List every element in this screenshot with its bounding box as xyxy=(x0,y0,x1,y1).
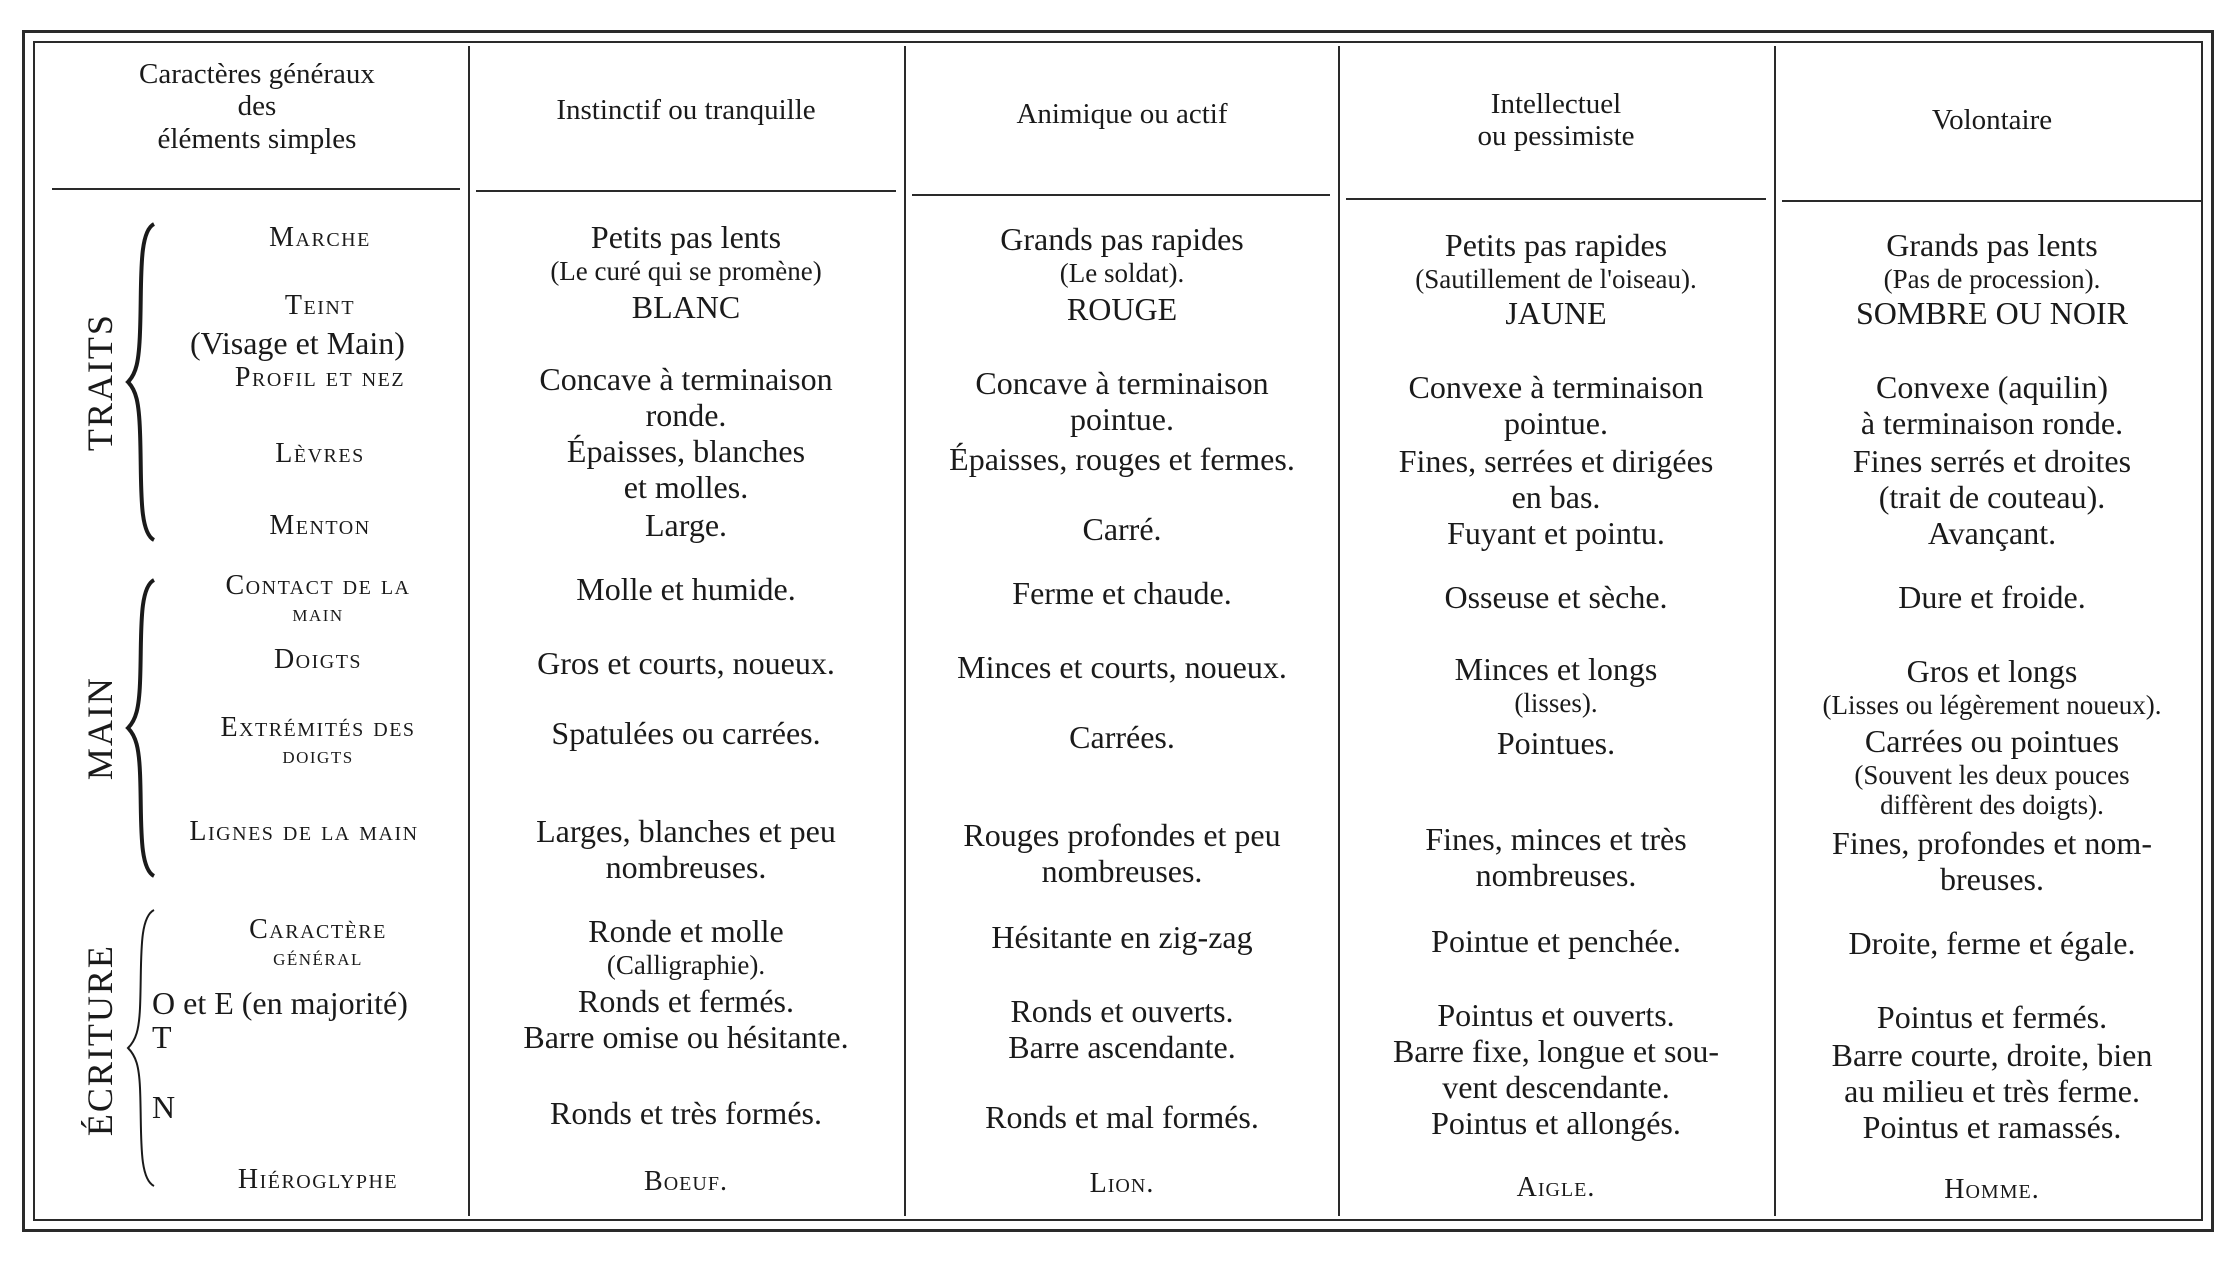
header-intellectuel xyxy=(1340,88,1772,153)
col3-levres-line: en bas. xyxy=(1511,478,1601,515)
col4-caractere: Droite, ferme et égale. xyxy=(1848,925,2136,961)
col4-doigts xyxy=(1776,654,2208,720)
col4-doigts-line: (Lisses ou légèrement noueux). xyxy=(1822,689,2162,720)
col4-t-line: Barre courte, droite, bien xyxy=(1831,1037,2153,1073)
label-n: N xyxy=(152,1089,176,1125)
col3-levres xyxy=(1340,444,1772,516)
col2-doigts: Minces et courts, noueux. xyxy=(957,649,1287,685)
label-caractere xyxy=(180,914,456,972)
label-teint-sub: (Visage et Main) xyxy=(190,325,405,361)
col4-lignes xyxy=(1776,826,2208,898)
header-general-line: Caractères généraux xyxy=(139,58,375,90)
header-general-line: des xyxy=(237,90,277,123)
header-rule xyxy=(1346,198,1766,200)
col4-profil xyxy=(1776,370,2208,442)
col4-profil-line: Convexe (aquilin) xyxy=(1876,369,2108,405)
col3-menton: Fuyant et pointu. xyxy=(1447,515,1665,551)
col2-marche-line: (Le soldat). xyxy=(1059,257,1185,288)
col1-lignes-line: nombreuses. xyxy=(605,848,767,885)
col4-n: Pointus et ramassés. xyxy=(1862,1109,2122,1145)
col3-t xyxy=(1340,1034,1772,1106)
col3-n: Pointus et allongés. xyxy=(1431,1105,1681,1141)
col3-levres-line: Fines, serrées et dirigées xyxy=(1398,443,1714,479)
col2-t: Barre ascendante. xyxy=(1008,1029,1236,1065)
col3-profil xyxy=(1340,370,1772,442)
col2-lignes-line: Rouges profondes et peu xyxy=(963,817,1281,853)
label-extremites-line: doigts xyxy=(282,743,354,770)
col1-marche xyxy=(470,220,902,286)
col4-hieroglyphe: Homme. xyxy=(1944,1174,2040,1205)
col4-teint: SOMBRE OU NOIR xyxy=(1855,295,2129,331)
col3-contact: Osseuse et sèche. xyxy=(1444,579,1668,615)
col1-caractere xyxy=(470,914,902,980)
col2-profil-line: Concave à terminaison xyxy=(975,365,1269,401)
col3-doigts-line: (lisses). xyxy=(1514,687,1598,718)
col2-levres: Épaisses, rouges et fermes. xyxy=(949,441,1295,477)
header-intellectuel-line: ou pessimiste xyxy=(1477,120,1635,153)
col3-lignes-line: Fines, minces et très xyxy=(1425,821,1687,857)
header-instinctif: Instinctif ou tranquille xyxy=(556,94,816,126)
col2-marche-line: Grands pas rapides xyxy=(1000,221,1244,257)
header-intellectuel-line: Intellectuel xyxy=(1490,88,1622,120)
col1-caractere-line: Ronde et molle xyxy=(588,913,784,949)
col1-levres-line: Épaisses, blanches xyxy=(566,433,806,469)
col1-profil xyxy=(470,362,902,434)
label-hieroglyphe: Hiéroglyphe xyxy=(237,1164,399,1195)
col1-n: Ronds et très formés. xyxy=(550,1095,822,1131)
col4-marche-line: Grands pas lents xyxy=(1886,227,2098,263)
col1-contact: Molle et humide. xyxy=(576,571,796,607)
header-rule xyxy=(52,188,460,190)
col1-marche-line: (Le curé qui se promène) xyxy=(550,255,822,286)
label-marche: Marche xyxy=(269,222,371,253)
label-lignes: Lignes de la main xyxy=(189,816,419,847)
col4-t xyxy=(1776,1038,2208,1110)
col4-lignes-line: Fines, profondes et nom- xyxy=(1832,825,2152,861)
col3-extremites: Pointues. xyxy=(1496,725,1616,761)
group-main: MAIN xyxy=(79,676,120,781)
col2-teint: ROUGE xyxy=(1066,291,1178,327)
col1-t: Barre omise ou hésitante. xyxy=(523,1019,849,1055)
col1-levres-line: et molles. xyxy=(623,468,749,505)
col1-doigts: Gros et courts, noueux. xyxy=(537,645,835,681)
col1-lignes-line: Larges, blanches et peu xyxy=(536,813,836,849)
col4-levres-line: (trait de couteau). xyxy=(1878,478,2106,515)
col3-oe: Pointus et ouverts. xyxy=(1437,997,1675,1033)
col2-profil xyxy=(906,366,1338,438)
col3-profil-line: Convexe à terminaison xyxy=(1408,369,1704,405)
col2-caractere: Hésitante en zig-zag xyxy=(991,919,1253,955)
col4-extremites-line: (Souvent les deux pouces xyxy=(1854,759,2130,790)
label-caractere-line: général xyxy=(273,945,363,972)
col2-lignes-line: nombreuses. xyxy=(1041,852,1203,889)
label-teint: Teint xyxy=(284,290,356,321)
col3-doigts-line: Minces et longs xyxy=(1454,651,1658,687)
label-contact-line: Contact de la xyxy=(225,570,411,601)
col2-n: Ronds et mal formés. xyxy=(985,1099,1259,1135)
col3-lignes-line: nombreuses. xyxy=(1475,856,1637,893)
col4-contact: Dure et froide. xyxy=(1898,579,2086,615)
col4-doigts-line: Gros et longs xyxy=(1906,653,2078,689)
col4-levres xyxy=(1776,444,2208,516)
col2-contact: Ferme et chaude. xyxy=(1012,575,1232,611)
col4-menton: Avançant. xyxy=(1927,515,2057,551)
label-extremites-line: Extrémités des xyxy=(220,712,416,743)
group-ecriture: ÉCRITURE xyxy=(79,944,120,1137)
header-animique: Animique ou actif xyxy=(1016,98,1228,130)
col3-hieroglyphe: Aigle. xyxy=(1516,1172,1596,1203)
col3-marche-line: (Sautillement de l'oiseau). xyxy=(1415,263,1697,294)
col4-lignes-line: breuses. xyxy=(1940,860,2044,897)
col4-extremites xyxy=(1776,724,2208,820)
label-doigts: Doigts xyxy=(273,644,363,675)
col2-marche xyxy=(906,222,1338,288)
group-traits: TRAITS xyxy=(79,313,120,452)
header-volontaire: Volontaire xyxy=(1931,104,2053,136)
col2-menton: Carré. xyxy=(1082,511,1162,547)
col1-oe: Ronds et fermés. xyxy=(578,983,794,1019)
col4-extremites-line: diffèrent des doigts). xyxy=(1880,790,2104,821)
label-menton: Menton xyxy=(269,510,371,541)
col4-extremites-line: Carrées ou pointues xyxy=(1864,723,2120,759)
col3-t-line: vent descendante. xyxy=(1442,1068,1670,1105)
col2-hieroglyphe: Lion. xyxy=(1089,1168,1155,1199)
label-contact xyxy=(180,570,456,628)
brace-traits xyxy=(124,222,164,542)
col3-t-line: Barre fixe, longue et sou- xyxy=(1392,1033,1720,1069)
col4-oe: Pointus et fermés. xyxy=(1876,999,2108,1035)
col3-lignes xyxy=(1340,822,1772,894)
header-rule xyxy=(476,190,896,192)
label-oe: O et E (en majorité) xyxy=(152,985,408,1021)
label-t: T xyxy=(152,1019,172,1055)
col1-menton: Large. xyxy=(644,507,728,543)
label-levres: Lèvres xyxy=(275,438,365,469)
label-caractere-line: Caractère xyxy=(249,914,387,945)
col1-profil-line: Concave à terminaison xyxy=(539,361,833,397)
header-rule xyxy=(912,194,1330,196)
col4-t-line: au milieu et très ferme. xyxy=(1844,1072,2140,1109)
col3-marche xyxy=(1340,228,1772,294)
col4-marche xyxy=(1776,228,2208,294)
col2-extremites: Carrées. xyxy=(1069,719,1175,755)
col3-caractere: Pointue et penchée. xyxy=(1431,923,1681,959)
col1-profil-line: ronde. xyxy=(645,396,727,433)
col4-levres-line: Fines serrés et droites xyxy=(1852,443,2132,479)
col3-marche-line: Petits pas rapides xyxy=(1444,227,1668,263)
col1-teint: BLANC xyxy=(631,289,741,325)
header-general-line: éléments simples xyxy=(157,122,357,155)
header-general xyxy=(52,58,462,155)
label-contact-line: main xyxy=(292,601,344,628)
col1-lignes xyxy=(470,814,902,886)
label-profil: Profil et nez xyxy=(234,362,406,393)
col3-doigts xyxy=(1340,652,1772,718)
col4-marche-line: (Pas de procession). xyxy=(1883,263,2101,294)
col1-marche-line: Petits pas lents xyxy=(590,219,782,255)
col1-levres xyxy=(470,434,902,506)
col1-extremites: Spatulées ou carrées. xyxy=(551,715,821,751)
col2-oe: Ronds et ouverts. xyxy=(1010,993,1234,1029)
col4-profil-line: à terminaison ronde. xyxy=(1860,404,2124,441)
col1-caractere-line: (Calligraphie). xyxy=(606,949,766,980)
col3-teint: JAUNE xyxy=(1505,295,1607,331)
label-extremites xyxy=(180,712,456,770)
col1-hieroglyphe: Boeuf. xyxy=(644,1166,728,1197)
col2-profil-line: pointue. xyxy=(1070,400,1174,437)
col3-profil-line: pointue. xyxy=(1504,404,1608,441)
header-rule xyxy=(1782,200,2202,202)
col2-lignes xyxy=(906,818,1338,890)
